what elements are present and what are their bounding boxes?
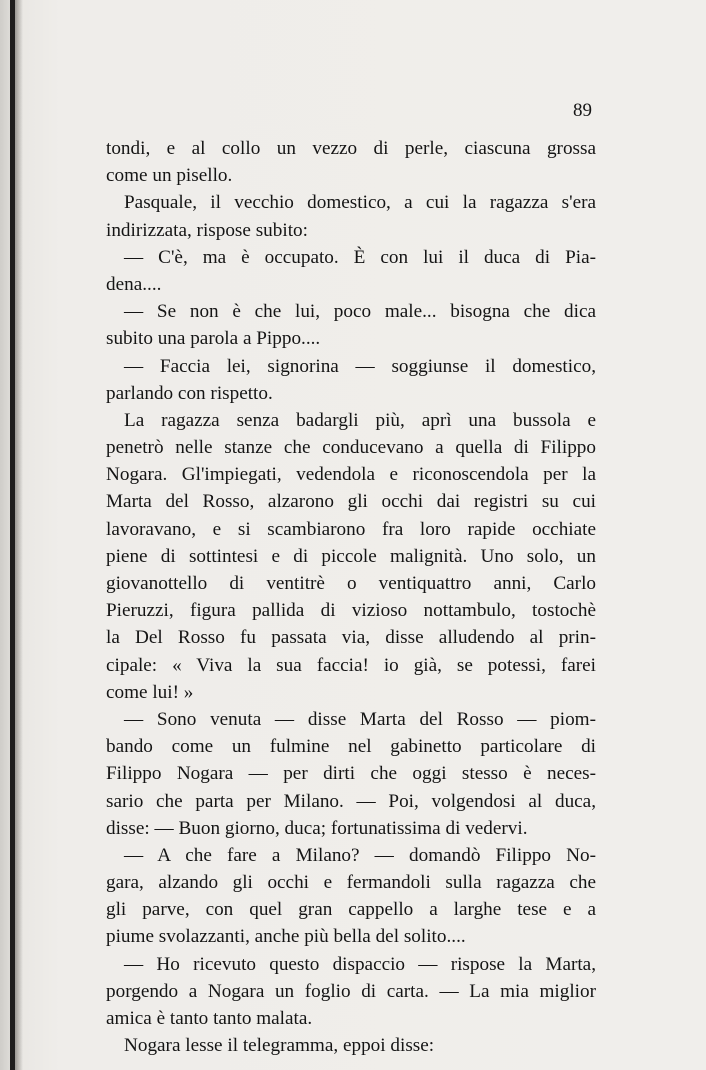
text-line: — A che fare a Milano? — domandò Filippo No- bbox=[124, 844, 596, 866]
text-line: La ragazza senza badargli più, aprì una bussola e bbox=[124, 409, 596, 431]
text-line: penetrò nelle stanze che conducevano a quella di Filippo bbox=[106, 437, 596, 459]
text-line: dena.... bbox=[106, 273, 162, 295]
text-line: amica è tanto tanto malata. bbox=[106, 1008, 313, 1029]
text-line: piene di sottintesi e di piccole malignità. Uno solo, un bbox=[106, 545, 596, 567]
text-line: indirizzata, rispose subito: bbox=[106, 219, 308, 241]
text-line: subito una parola a Pippo.... bbox=[106, 328, 321, 350]
text-line: Nogara lesse il telegramma, eppoi disse: bbox=[124, 1035, 435, 1057]
text-line: — Faccia lei, signorina — soggiunse il domestico, bbox=[124, 355, 596, 377]
text-line: piume svolazzanti, anche più bella del solito.... bbox=[106, 926, 466, 948]
text-line: parlando con rispetto. bbox=[106, 382, 273, 404]
text-line: Marta del Rosso, alzarono gli occhi dai registri su cui bbox=[106, 491, 596, 513]
text-line: Pasquale, il vecchio domestico, a cui la ragazza s'era bbox=[124, 192, 596, 214]
binding-shadow bbox=[15, 0, 23, 1070]
text-line: gli parve, con quel gran cappello a larghe tese e a bbox=[106, 899, 596, 921]
body-text bbox=[106, 135, 596, 1059]
text-line: la Del Rosso fu passata via, disse alludendo al prin- bbox=[106, 627, 596, 649]
page-number: 89 bbox=[573, 100, 592, 121]
text-line: giovanottello di ventitrè o ventiquattro anni, Carlo bbox=[106, 573, 596, 594]
text-line: — Se non è che lui, poco male... bisogna che dica bbox=[124, 301, 596, 323]
text-line: sario che parta per Milano. — Poi, volgendosi al duca, bbox=[106, 790, 596, 812]
text-line: come un pisello. bbox=[106, 165, 233, 187]
text-line: — Sono venuta — disse Marta del Rosso — piom- bbox=[124, 708, 596, 730]
text-line: bando come un fulmine nel gabinetto particolare di bbox=[106, 736, 596, 758]
text-line: Filippo Nogara — per dirti che oggi stesso è neces- bbox=[106, 763, 596, 785]
text-line: gara, alzando gli occhi e fermandoli sulla ragazza che bbox=[106, 872, 596, 894]
text-line: Pieruzzi, figura pallida di vizioso nottambulo, tostochè bbox=[106, 600, 596, 622]
text-line: disse: — Buon giorno, duca; fortunatissima di vedervi. bbox=[106, 817, 528, 839]
text-line: cipale: « Viva la sua faccia! io già, se potessi, farei bbox=[106, 654, 596, 676]
text-line: Nogara. Gl'impiegati, vedendola e riconoscendola per la bbox=[106, 464, 596, 486]
text-line: lavoravano, e si scambiarono fra loro rapide occhiate bbox=[106, 518, 596, 540]
text-line: — C'è, ma è occupato. È con lui il duca di Pia- bbox=[124, 246, 596, 268]
text-line: tondi, e al collo un vezzo di perle, ciascuna grossa bbox=[106, 138, 596, 159]
text-line: come lui! » bbox=[106, 681, 194, 703]
text-line: porgendo a Nogara un foglio di carta. — La mia miglior bbox=[106, 980, 596, 1002]
text-line: — Ho ricevuto questo dispaccio — rispose la Marta, bbox=[124, 953, 596, 975]
